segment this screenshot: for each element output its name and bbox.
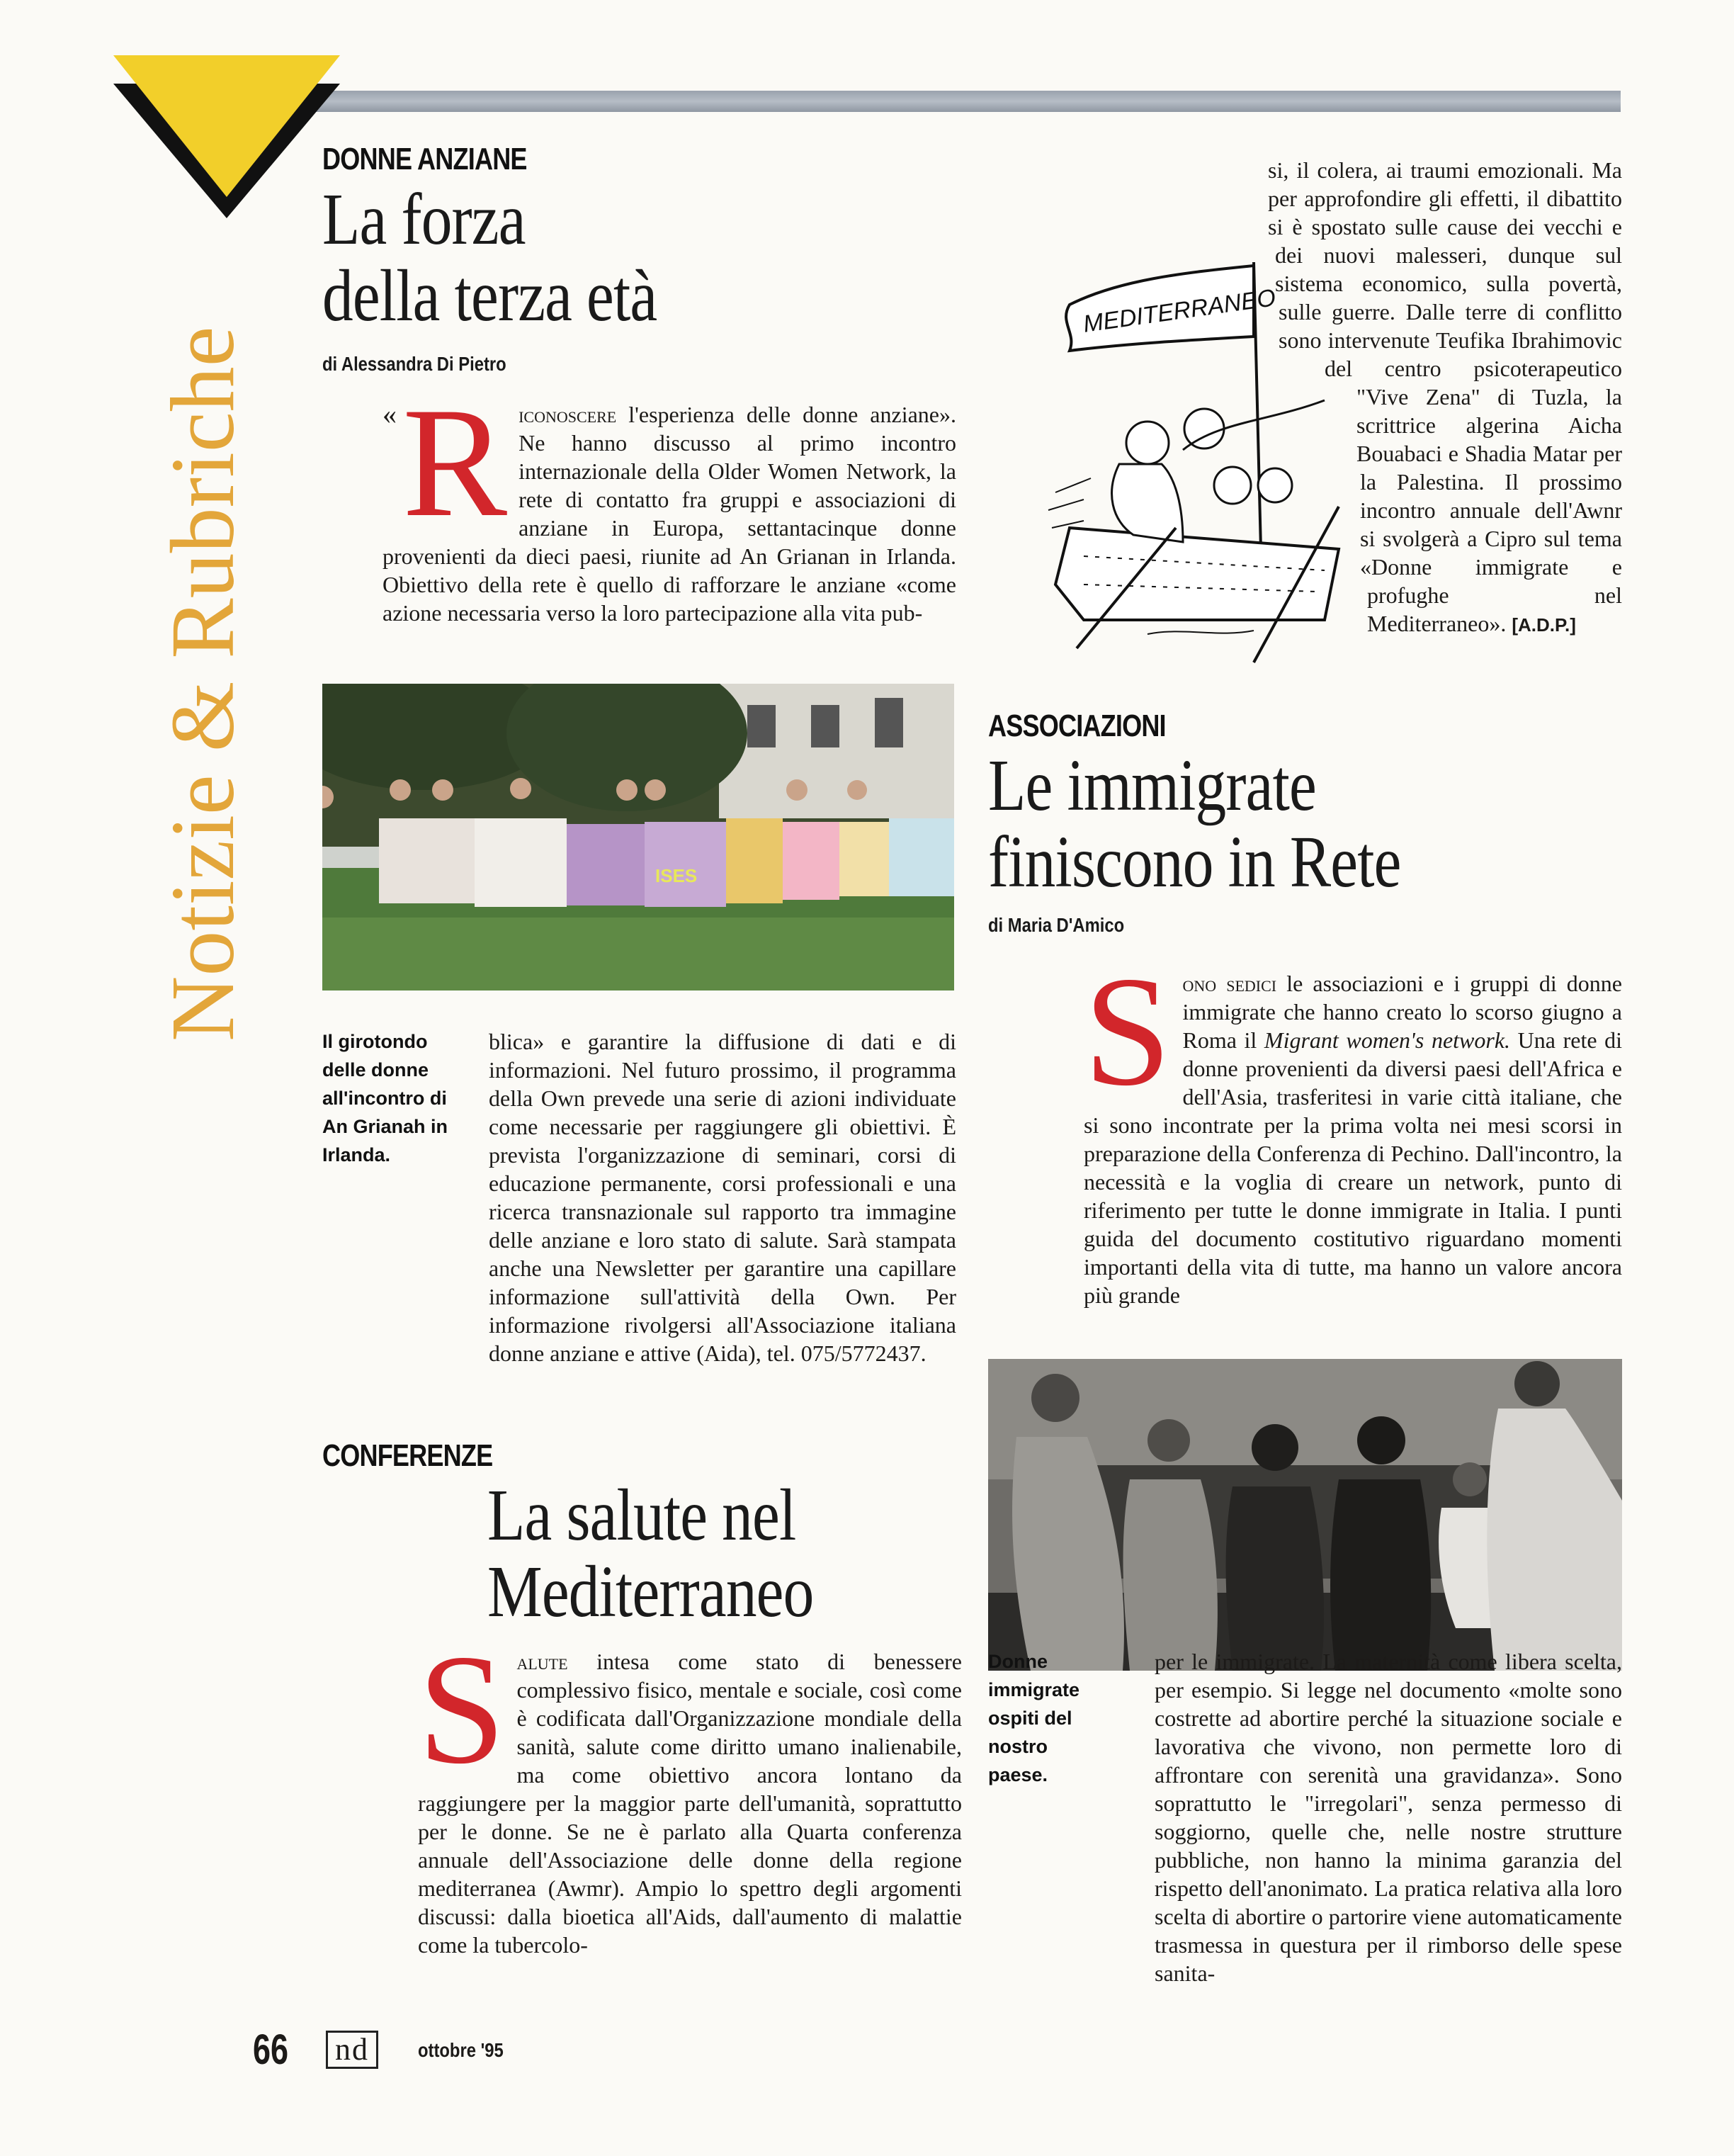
dropcap: S [418,1622,506,1797]
article2-section: CONFERENZE [322,1438,493,1473]
network-name: Migrant women's network. [1264,1027,1511,1053]
article3-section: ASSOCIAZIONI [988,709,1166,743]
dropcap: S [1084,944,1172,1119]
article2-body-right [1112,156,1622,755]
lead-word: ono sedici [1182,971,1277,996]
article3-body-top [1084,944,1623,1309]
article2-title: La salute nel Mediterraneo [487,1474,814,1632]
dropcap: R [402,376,508,550]
paragraph: blica» e garantire la diffusione di dati e di informazioni. Nel futuro prossimo, il programma della Own prevede una serie di azioni individuate come necessarie per raggiungere gli obiettivi. È prevista l'organizzazione di seminari, corsi di educazione permanente, corsi professionali e una ricerca transnazionale sul rapporto tra immagine delle anziane e loro stato di salute. Sarà stampata anche una Newsletter per garantire una capillare informazione sull'attività della Own. Per informazione rivolgersi all'Associazione italiana donne anziane e attive (Aida), tel. 075/5772437. [489,1029,956,1366]
paragraph: per le immigrate. La maternità come libera scelta, per esempio. Si legge nel documento «molte sono costrette ad abortire perché la situazione sociale e lavorativa che vivono, non permette loro di affrontare con serenità una gravidanza». Sono soprattutto le "irregolari", senza permesso di soggiorno, quelle che, nelle nostre strutture pubbliche, non hanno la minima garanzia del rispetto dell'anonimato. La pratica relativa alla loro scelta di abortire o partorire viene automaticamente trasmessa in questura per il rimborso delle spese sanita- [1155,1649,1622,1986]
open-quote: « [382,398,397,430]
article3-byline: di Maria D'Amico [988,914,1125,936]
article1-title: La forza della terza età [322,179,657,337]
article1-caption: Il girotondo delle donne all'incontro di An Grianah in Irlanda. [322,1031,448,1166]
article3-body-bottom [1155,1647,1622,1987]
lead-word: alute [516,1649,568,1674]
article1-photo [322,684,954,990]
article3-photo [988,1359,1622,1671]
lead-word: iconoscere [518,402,617,427]
magazine-logo: nd [326,2031,378,2069]
issue-date: ottobre '95 [418,2039,504,2061]
flag-text: MEDITERRANEO [1081,284,1278,338]
header-rule [312,91,1621,112]
article2-body-left [418,1622,963,1959]
page-number: 66 [253,2026,289,2073]
paragraph: intesa come stato di benessere complessivo fisico, mentale e sociale, così come è codificata dall'Organizzazione mondiale della sanità, salute come diritto umano inalienabile, ma come obiettivo ancora lontano da raggiungere per la maggior parte dell'umanità, soprattutto per le donne. Se ne è parlato alla Quarta conferenza annuale dell'Associazione delle donne della regione mediterranea (Awmr). Ampio lo spettro degli argomenti discussi: dalla bioetica all'Aids, dall'aumento di malattie come la tubercolo- [418,1649,963,1958]
paragraph: l'esperienza delle donne anziane». Ne hanno discusso al primo incontro internazionale della Older Women Network, la rete di contatto fra gruppi e associazioni di anziane in Europa, settantacinque donne provenienti da dieci paesi, riunite ad An Grianan in Irlanda. Obiettivo della rete è quello di rafforzare le anziane «come azione necessaria verso la loro partecipazione alla vita pub- [382,402,957,626]
article1-section: DONNE ANZIANE [322,142,527,176]
side-section-label: Notizie & Rubriche [152,326,253,1042]
paragraph: Una rete di donne provenienti da diversi paesi dell'Africa e dell'Asia, trasferitesi in varie città italiane, che si sono incontrate per la prima volta nei mesi scorsi in preparazione della Conferenza di Pechino. Dall'incontro, la necessità e la voglia di creare un network, punto di riferimento per tutte le donne immigrate in Italia. I punti guida del documento costitutivo riguardano momenti importanti della vita di tutte, ma hanno un valore ancora più grande [1084,1027,1623,1308]
article1-byline: di Alessandra Di Pietro [322,353,506,375]
article3-title: Le immigrate finiscono in Rete [988,745,1401,903]
article1-body-top [382,376,957,627]
paragraph: le associazioni e i gruppi di donne immigrate che hanno creato lo scorso giugno a Roma il [1182,971,1622,1053]
section-triangle-logo [106,55,347,268]
banner-text: ISES [655,865,698,886]
article1-body-bottom [489,1027,956,1367]
paragraph: si, il colera, ai traumi emozionali. Ma per approfondire gli effetti, il dibattito si è spostato sulle cause dei vecchi e dei nuovi malesseri, dunque sul sistema economico, sulla povertà, sulle guerre. Dalle terre di conflitto sono intervenute Teufika Ibrahimovic del centro psicoterapeutico "Vive Zena" di Tuzla, la scrittrice algerina Aicha Bouabaci e Shadia Matar per la Palestina. Il prossimo incontro annuale dell'Awnr si svolgerà a Cipro sul tema «Donne immigrate e profughe nel Mediterraneo». [1268,157,1622,636]
article3-caption: Donne immigrate ospiti del nostro paese. [988,1651,1080,1785]
signature: [A.D.P.] [1512,614,1576,636]
